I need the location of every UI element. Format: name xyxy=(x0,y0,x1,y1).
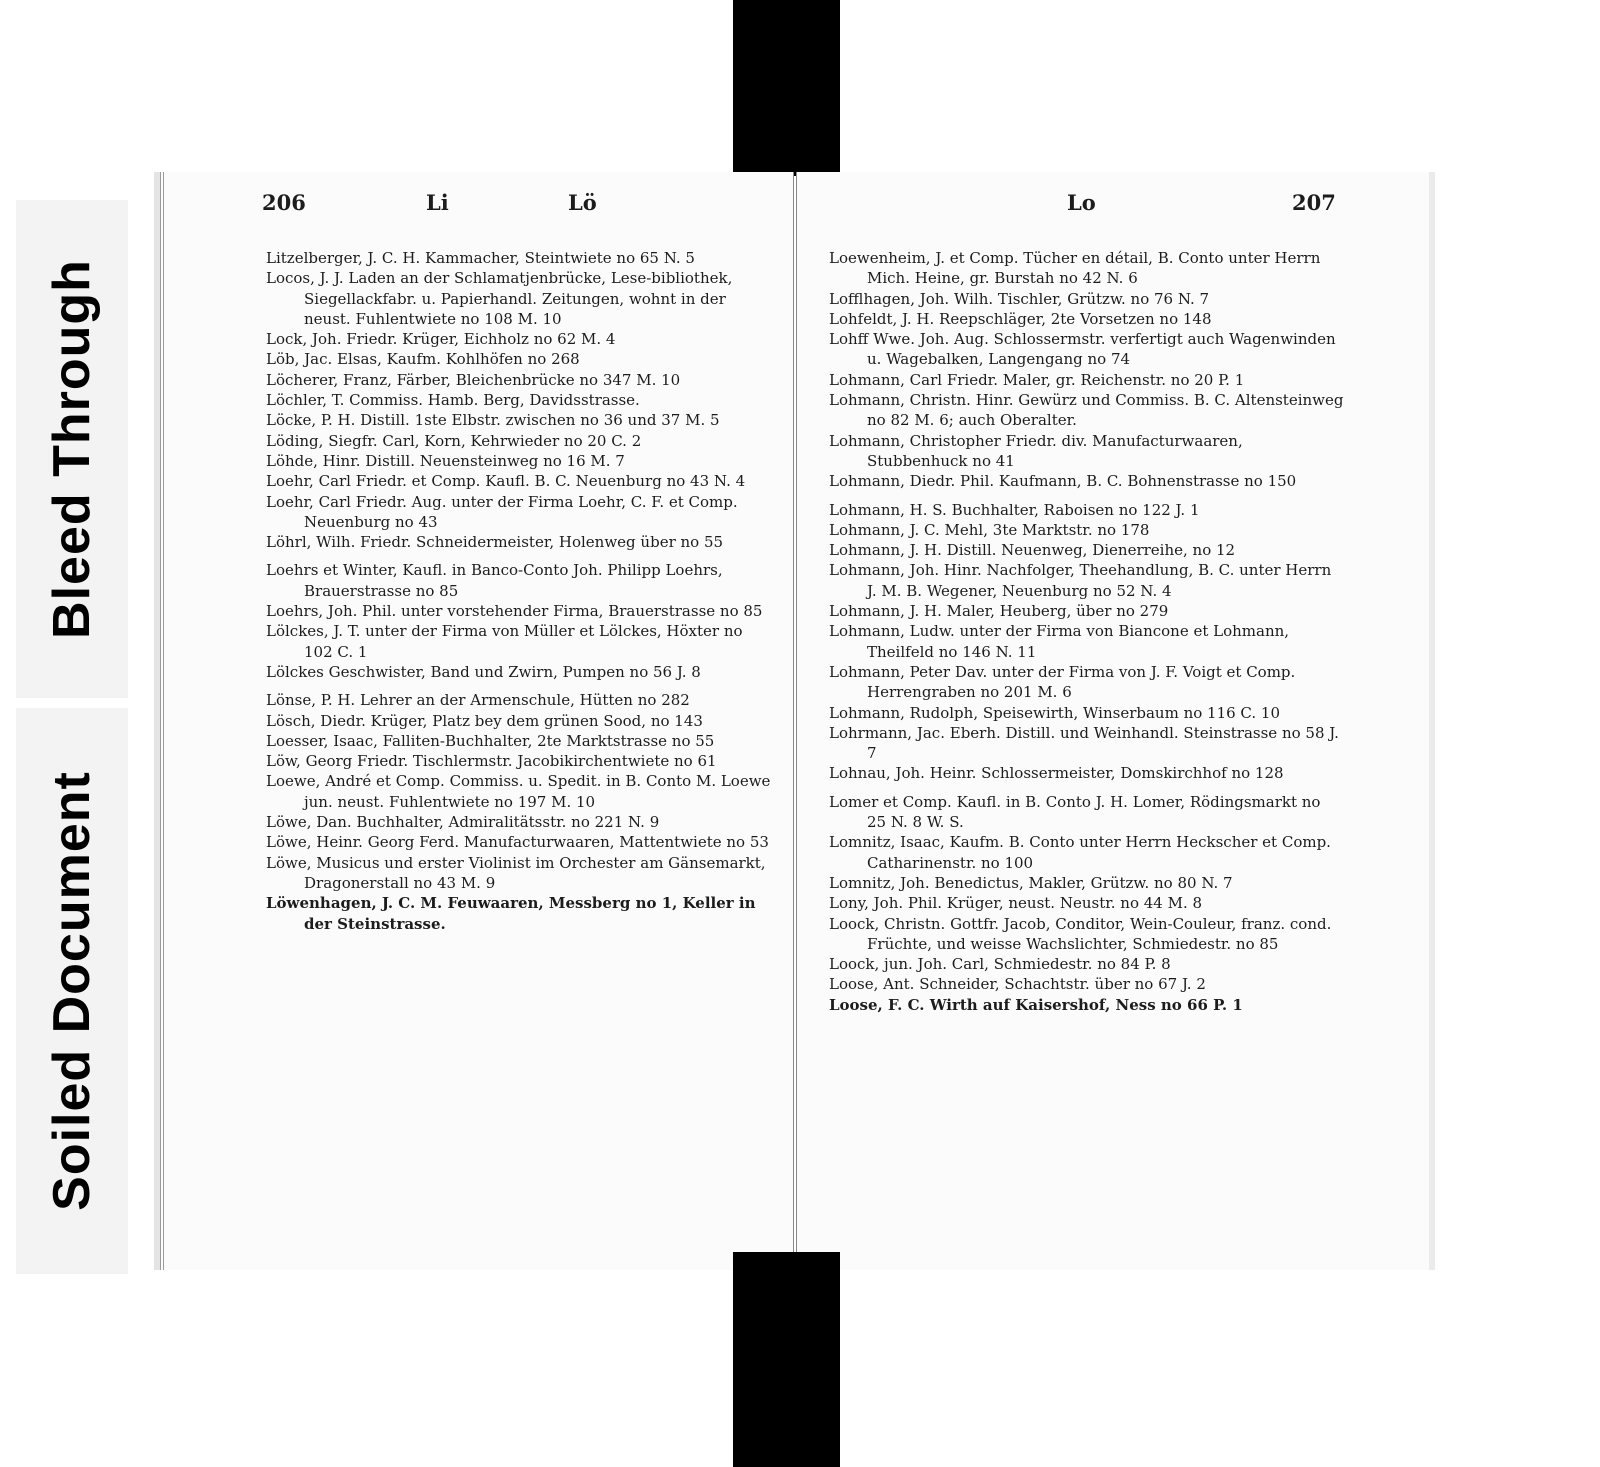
directory-entry: Löb, Jac. Elsas, Kaufm. Kohlhöfen no 268 xyxy=(266,350,580,369)
directory-entry: Loewenheim, J. et Comp. Tücher en détail, B. Conto unter Herrn Mich. Heine, gr. Burstah no 42 N. 6 xyxy=(829,249,1321,288)
directory-entry: Lomer et Comp. Kaufl. in B. Conto J. H. Lomer, Rödingsmarkt no 25 N. 8 W. S. xyxy=(829,792,1321,832)
left-page-header xyxy=(164,190,793,226)
bleed-through-label xyxy=(16,200,128,698)
directory-entry: Loose, Ant. Schneider, Schachtstr. über no 67 J. 2 xyxy=(829,975,1206,994)
directory-entry: Löw, Georg Friedr. Tischlermstr. Jacobikirchentwiete no 61 xyxy=(266,752,717,771)
left-header-range-start: Li xyxy=(426,190,449,215)
directory-entry: Loock, jun. Joh. Carl, Schmiedestr. no 84 P. 8 xyxy=(829,955,1171,974)
right-page xyxy=(797,172,1429,1270)
directory-entry: Lohmann, Christopher Friedr. div. Manufacturwaaren, Stubbenhuck no 41 xyxy=(829,431,1243,470)
directory-entry: Loehr, Carl Friedr. et Comp. Kaufl. B. C. Neuenburg no 43 N. 4 xyxy=(266,472,746,491)
directory-entry: Lofflhagen, Joh. Wilh. Tischler, Grützw. no 76 N. 7 xyxy=(829,289,1210,308)
directory-entry: Löcke, P. H. Distill. 1ste Elbstr. zwischen no 36 und 37 M. 5 xyxy=(266,411,720,430)
directory-entry: Loose, F. C. Wirth auf Kaisershof, Ness no 66 P. 1 xyxy=(829,995,1243,1014)
directory-entry: Löding, Siegfr. Carl, Korn, Kehrwieder no 20 C. 2 xyxy=(266,431,642,450)
binding-strip-bottom xyxy=(733,1252,840,1467)
directory-entry: Löhrl, Wilh. Friedr. Schneidermeister, Holenweg über no 55 xyxy=(266,533,724,552)
directory-entry: Lohmann, Joh. Hinr. Nachfolger, Theehandlung, B. C. unter Herrn J. M. B. Wegener, Neuenburg no 52 N. 4 xyxy=(829,561,1332,600)
right-page-header xyxy=(797,190,1429,226)
directory-entry: Lock, Joh. Friedr. Krüger, Eichholz no 62 M. 4 xyxy=(266,330,616,349)
directory-entry: Lony, Joh. Phil. Krüger, neust. Neustr. no 44 M. 8 xyxy=(829,894,1203,913)
directory-entry: Lohmann, Rudolph, Speisewirth, Winserbaum no 116 C. 10 xyxy=(829,703,1280,722)
bleed-through-label-text: Bleed Through xyxy=(43,259,101,639)
right-page-number: 207 xyxy=(1292,190,1336,215)
directory-entry: Lönse, P. H. Lehrer an der Armenschule, Hütten no 282 xyxy=(266,691,690,710)
binding-strip-top xyxy=(733,0,840,176)
directory-entry: Litzelberger, J. C. H. Kammacher, Steintwiete no 65 N. 5 xyxy=(266,249,695,267)
left-entry-list xyxy=(266,248,774,934)
directory-entry: Loesser, Isaac, Falliten-Buchhalter, 2te Marktstrasse no 55 xyxy=(266,731,715,750)
directory-entry: Locos, J. J. Laden an der Schlamatjenbrücke, Lese-bibliothek, Siegellackfabr. u. Papierhandl. Zeitungen, wohnt in der neust. Fuhlentwiete no 108 M. 10 xyxy=(266,269,733,328)
directory-entry: Lohrmann, Jac. Eberh. Distill. und Weinhandl. Steinstrasse no 58 J. 7 xyxy=(829,723,1339,763)
directory-entry: Lohmann, Carl Friedr. Maler, gr. Reichenstr. no 20 P. 1 xyxy=(829,370,1245,389)
left-page-number: 206 xyxy=(262,190,306,215)
right-entry-list xyxy=(829,248,1344,1015)
directory-entry: Lohfeldt, J. H. Reepschläger, 2te Vorsetzen no 148 xyxy=(829,309,1212,328)
directory-entry: Loehr, Carl Friedr. Aug. unter der Firma Loehr, C. F. et Comp. Neuenburg no 43 xyxy=(266,492,738,531)
directory-entry: Loock, Christn. Gottfr. Jacob, Conditor, Wein-Couleur, franz. cond. Früchte, und weisse Wachslichter, Schmiedestr. no 85 xyxy=(829,914,1332,953)
directory-entry: Löhde, Hinr. Distill. Neuensteinweg no 16 M. 7 xyxy=(266,451,625,470)
directory-entry: Lohff Wwe. Joh. Aug. Schlossermstr. verfertigt auch Wagenwinden u. Wagebalken, Langengang no 74 xyxy=(829,330,1336,369)
directory-entry: Lohmann, Diedr. Phil. Kaufmann, B. C. Bohnenstrasse no 150 xyxy=(829,472,1297,491)
directory-entry: Löchler, T. Commiss. Hamb. Berg, Davidsstrasse. xyxy=(266,391,640,410)
directory-entry: Lomnitz, Isaac, Kaufm. B. Conto unter Herrn Heckscher et Comp. Catharinenstr. no 100 xyxy=(829,833,1331,872)
directory-entry: Lölckes, J. T. unter der Firma von Müller et Lölckes, Höxter no 102 C. 1 xyxy=(266,622,743,661)
right-header-range: Lo xyxy=(1067,190,1096,215)
directory-entry: Loehrs et Winter, Kaufl. in Banco-Conto Joh. Philipp Loehrs, Brauerstrasse no 85 xyxy=(266,561,723,600)
directory-entry: Loehrs, Joh. Phil. unter vorstehender Firma, Brauerstrasse no 85 xyxy=(266,602,763,621)
directory-entry: Lohmann, H. S. Buchhalter, Raboisen no 122 J. 1 xyxy=(829,500,1200,519)
directory-entry: Lohmann, J. H. Maler, Heuberg, über no 279 xyxy=(829,602,1169,621)
directory-entry: Löwe, Heinr. Georg Ferd. Manufacturwaaren, Mattentwiete no 53 xyxy=(266,833,769,852)
left-page xyxy=(160,172,793,1270)
soiled-document-label xyxy=(16,708,128,1274)
left-header-range-end: Lö xyxy=(568,190,597,215)
directory-entry: Löwe, Musicus und erster Violinist im Orchester am Gänsemarkt, Dragonerstall no 43 M. 9 xyxy=(266,853,766,892)
directory-entry: Lohmann, Peter Dav. unter der Firma von J. F. Voigt et Comp. Herrengraben no 201 M. 6 xyxy=(829,662,1296,702)
soiled-document-label-text: Soiled Document xyxy=(43,771,101,1211)
directory-entry: Lomnitz, Joh. Benedictus, Makler, Grützw. no 80 N. 7 xyxy=(829,873,1233,892)
directory-entry: Lohmann, J. H. Distill. Neuenweg, Dienerreihe, no 12 xyxy=(829,541,1236,560)
directory-entry: Löwe, Dan. Buchhalter, Admiralitätsstr. no 221 N. 9 xyxy=(266,813,660,832)
directory-entry: Lohmann, Christn. Hinr. Gewürz und Commiss. B. C. Altensteinweg no 82 M. 6; auch Oberalter. xyxy=(829,391,1344,430)
directory-entry: Lölckes Geschwister, Band und Zwirn, Pumpen no 56 J. 8 xyxy=(266,662,701,681)
directory-entry: Lohnau, Joh. Heinr. Schlossermeister, Domskirchhof no 128 xyxy=(829,764,1284,783)
directory-entry: Loewe, André et Comp. Commiss. u. Spedit. in B. Conto M. Loewe jun. neust. Fuhlentwiete no 197 M. 10 xyxy=(266,772,771,811)
directory-entry: Lohmann, J. C. Mehl, 3te Marktstr. no 178 xyxy=(829,520,1150,539)
directory-entry: Lohmann, Ludw. unter der Firma von Biancone et Lohmann, Theilfeld no 146 N. 11 xyxy=(829,622,1290,661)
directory-entry: Löcherer, Franz, Färber, Bleichenbrücke no 347 M. 10 xyxy=(266,370,681,389)
directory-entry: Löwenhagen, J. C. M. Feuwaaren, Messberg no 1, Keller in der Steinstrasse. xyxy=(266,894,756,933)
directory-entry: Lösch, Diedr. Krüger, Platz bey dem grünen Sood, no 143 xyxy=(266,711,703,730)
